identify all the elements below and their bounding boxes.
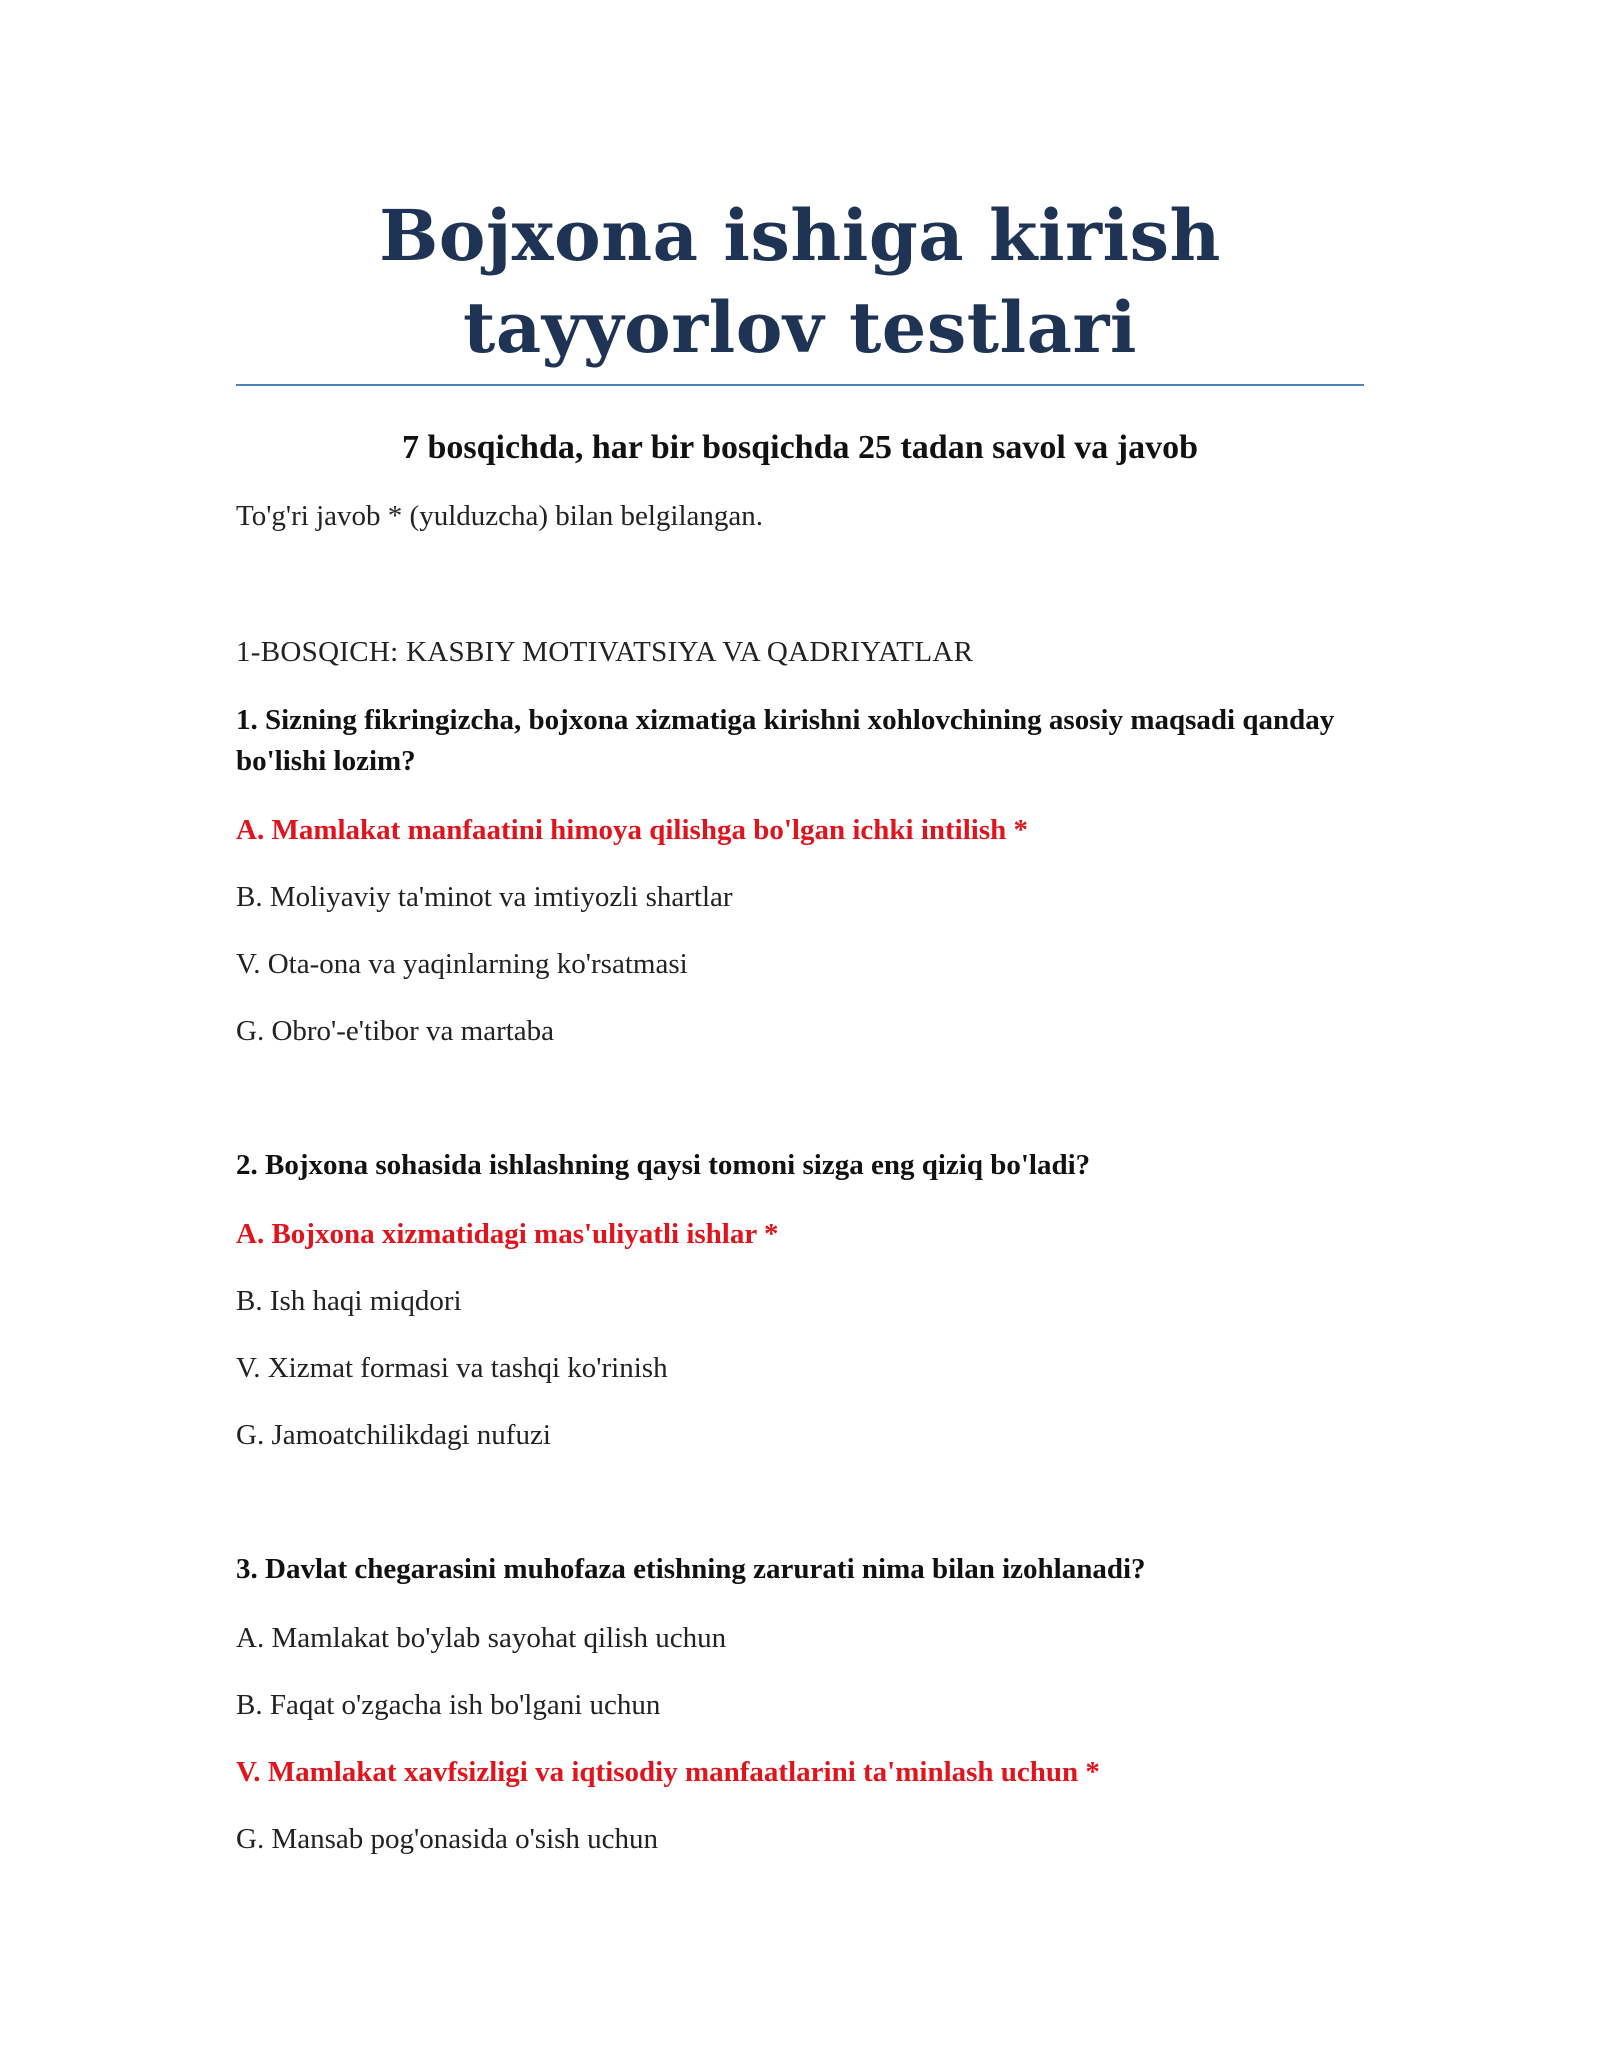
correct-answer-option: A. Mamlakat manfaatini himoya qilishga bo'lgan ichki intilish * [236, 814, 1029, 846]
title-divider [236, 384, 1364, 386]
answer-key-note: To'g'ri javob * (yulduzcha) bilan belgilangan. [236, 500, 764, 532]
document-title: Bojxona ishiga kirish tayyorlov testlari [379, 194, 1221, 369]
question-text: 3. Davlat chegarasini muhofaza etishning zarurati nima bilan izohlanadi? [236, 1553, 1146, 1585]
document-page [236, 0, 1364, 1858]
question-text: 1. Sizning fikringizcha, bojxona xizmatiga kirishni xohlovchining asosiy maqsadi qanday bo'lishi lozim? [236, 704, 1335, 777]
correct-answer-option: A. Bojxona xizmatidagi mas'uliyatli ishlar * [236, 1218, 779, 1250]
question-3 [236, 1549, 1364, 1858]
answer-option: G. Jamoatchilikdagi nufuzi [236, 1419, 551, 1451]
answer-option: A. Mamlakat bo'ylab sayohat qilish uchun [236, 1622, 727, 1654]
answer-option: B. Faqat o'zgacha ish bo'lgani uchun [236, 1689, 661, 1721]
answer-option: V. Xizmat formasi va tashqi ko'rinish [236, 1352, 668, 1384]
answer-option: G. Mansab pog'onasida o'sish uchun [236, 1823, 659, 1855]
question-2 [236, 1145, 1364, 1454]
document-subtitle: 7 bosqichda, har bir bosqichda 25 tadan savol va javob [401, 429, 1199, 466]
answer-option: G. Obro'-e'tibor va martaba [236, 1015, 555, 1047]
stage-heading: 1-BOSQICH: KASBIY MOTIVATSIYA VA QADRIYATLAR [236, 636, 974, 668]
answer-option: B. Moliyaviy ta'minot va imtiyozli shartlar [236, 881, 733, 913]
answer-option: B. Ish haqi miqdori [236, 1285, 462, 1317]
answer-option: V. Ota-ona va yaqinlarning ko'rsatmasi [236, 948, 688, 980]
question-text: 2. Bojxona sohasida ishlashning qaysi tomoni sizga eng qiziq bo'ladi? [236, 1149, 1091, 1181]
correct-answer-option: V. Mamlakat xavfsizligi va iqtisodiy manfaatlarini ta'minlash uchun * [236, 1756, 1100, 1788]
question-1 [236, 700, 1364, 1050]
